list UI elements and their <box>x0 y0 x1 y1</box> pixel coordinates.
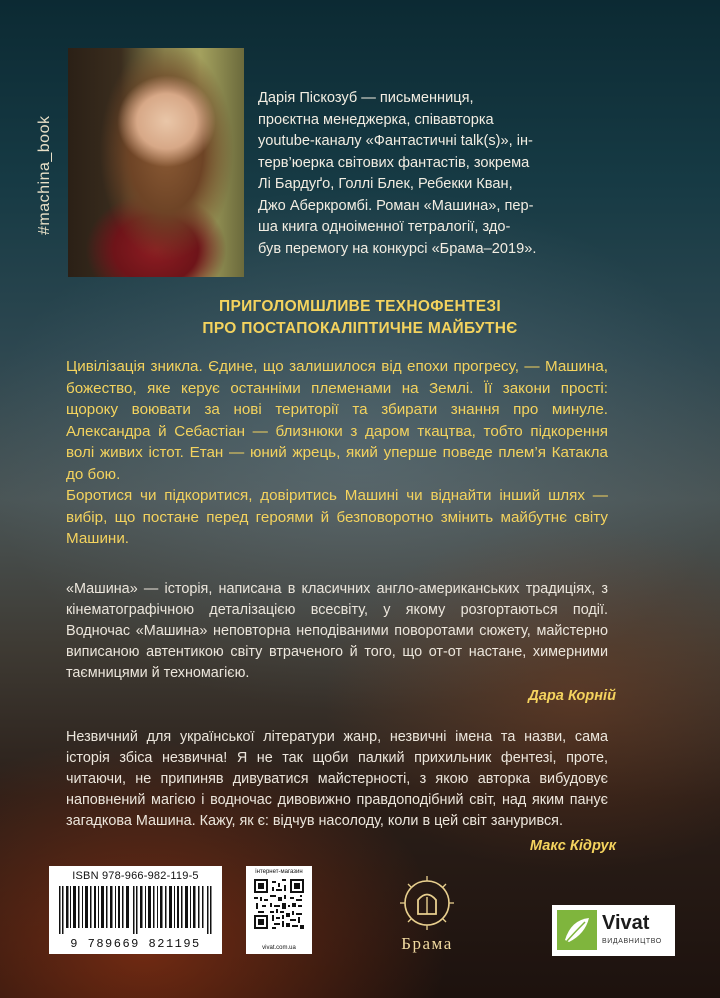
vivat-subtitle: ВИДАВНИЦТВО <box>602 938 662 945</box>
isbn-text: ISBN 978-966-982-119-5 <box>72 870 199 882</box>
qr-url: vivat.com.ua <box>262 945 296 951</box>
vivat-logo <box>552 905 675 956</box>
review-quote-text: «Машина» — історія, написана в класичних англо-американських традиціях, з кінематографічною деталізацією всесвіту, у якому розгортаються події. Водночас «Машина» неповторна неподіваними поворотами сюжету, майстерно виписаною автентикою світу втраченого й того, що от-от настане, химерними таємницями й техномагією. <box>66 581 608 681</box>
bio-line: youtube-каналу «Фантастичні talk(s)», ін- <box>258 133 533 149</box>
bio-line: Джо Аберкромбі. Роман «Машина», пер- <box>258 197 534 214</box>
brama-name: Брама <box>401 934 453 953</box>
hashtag-label: #machina_book <box>36 115 53 235</box>
isbn-barcode <box>49 866 222 954</box>
review-quote-2 <box>66 727 608 832</box>
qr-code-icon <box>254 879 304 929</box>
headline-line-1: ПРИГОЛОМШЛИВЕ ТЕХНОФЕНТЕЗІ <box>219 298 501 315</box>
author-photo <box>68 48 244 277</box>
bio-line: був перемогу на конкурсі «Брама–2019». <box>258 240 537 257</box>
brama-emblem-icon <box>386 872 468 934</box>
bio-line: Дарія Піскозуб — письменниця, <box>258 90 474 106</box>
bio-line: терв’юерка світових фантастів, зокрема <box>258 154 530 171</box>
headline <box>60 296 660 340</box>
barcode-digits: 9 789669 821195 <box>70 937 201 951</box>
headline-line-2: ПРО ПОСТАПОКАЛІПТИЧНЕ МАЙБУТНЄ <box>202 320 518 337</box>
author-bio <box>258 88 602 260</box>
barcode-bars <box>59 886 212 934</box>
brama-logo <box>386 872 468 960</box>
vivat-leaf-icon <box>557 910 597 950</box>
qr-title: інтернет-магазин <box>255 869 303 875</box>
bio-line: Лі Бардуґо, Голлі Блек, Ребекки Кван, <box>258 176 513 192</box>
synopsis-paragraph-1: Цивілізація зникла. Єдине, що залишилося від епохи прогресу, — Машина, божество, яке керує останніми племенами на Землі. Її закони прості: щороку воювати за нові території та збирати знання про минуле. Александра й Себастіан — близнюки з даром ткацтва, тобто підкорення волі живих істот. Етан — юний жрець, який уперше поведе плем’я Катакла до бою. <box>66 358 608 483</box>
synopsis <box>66 356 608 550</box>
bio-line: ша книга одноіменної тетралогії, здо- <box>258 219 511 235</box>
synopsis-paragraph-2: Боротися чи підкоритися, довіритись Машині чи віднайти інший шлях — вибір, що постане перед героями й безповоротно змінить майбутнє світу Машини. <box>66 487 608 547</box>
review-author-1: Дара Корній <box>528 688 616 704</box>
review-author-2: Макс Кідрук <box>529 838 616 854</box>
vivat-name: Vivat <box>602 912 650 934</box>
review-quote-text: Незвичний для української літератури жанр, незвичні імена та назви, сама історія збіса незвична! Я не так щоби палкий прихильник фентезі, проте, читаючи, не припиняв дивуватися майстерності, з якою авторка вибудовує наповнений магією і водночас дивовижно правдоподібний світ, над яким панує загадкова Машина. Кажу, як є: відчув насолоду, коли в цей світ занурився. <box>66 729 608 829</box>
bio-line: проєктна менеджерка, співавторка <box>258 111 494 128</box>
qr-code-block <box>246 866 312 954</box>
review-quote-1 <box>66 579 608 684</box>
